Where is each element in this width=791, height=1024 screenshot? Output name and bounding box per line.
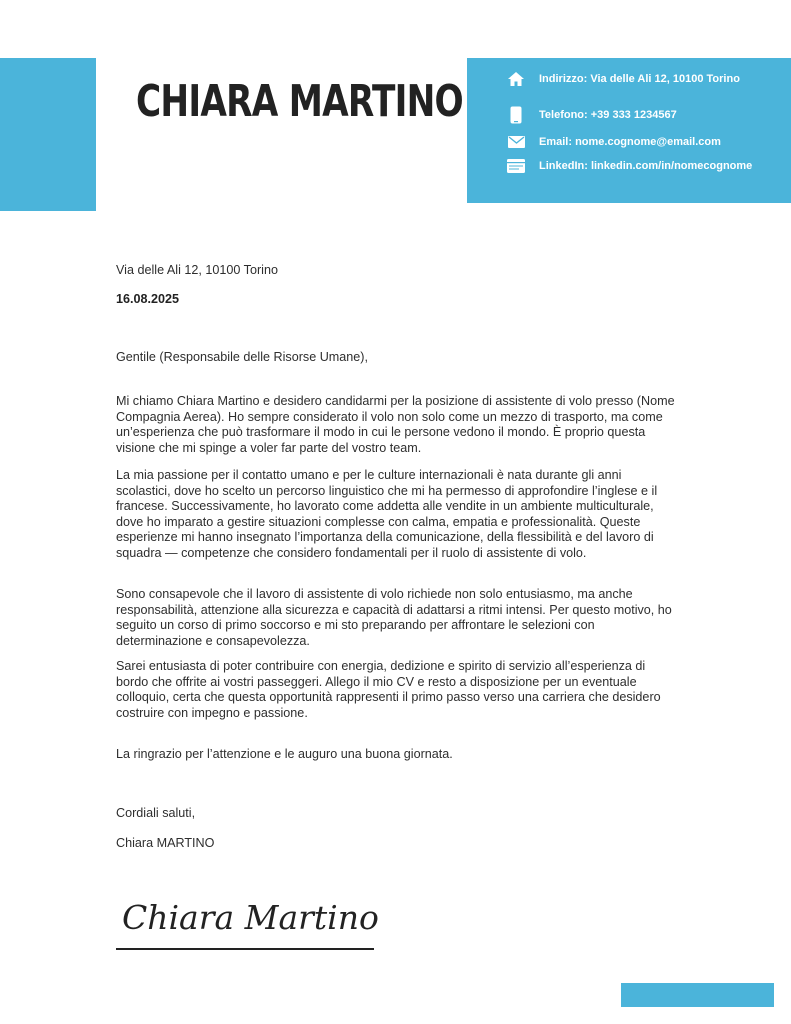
letter-closing: Cordiali saluti, — [116, 806, 196, 820]
home-icon — [507, 70, 525, 88]
letter-greeting: Gentile (Responsabile delle Risorse Umane), — [116, 350, 368, 364]
contact-linkedin-text[interactable]: LinkedIn: linkedin.com/in/nomecognome — [539, 160, 753, 172]
applicant-name: CHIARA MARTINO — [136, 76, 463, 127]
accent-block-bottom — [621, 983, 774, 1007]
letter-date: 16.08.2025 — [116, 292, 180, 306]
contact-phone-text: Telefono: +39 333 1234567 — [539, 109, 677, 121]
handwritten-signature: Chiara Martino — [122, 898, 379, 937]
recipient-address: Via delle Ali 12, 10100 Torino — [116, 263, 278, 277]
linkedin-icon — [507, 157, 525, 175]
letter-paragraph: Sarei entusiasta di poter contribuire con energia, dedizione e spirito di servizio all’esperienza di bordo che offrite ai vostri passeggeri. Allego il mio CV e resto a disposizione per un eventuale colloquio, certa che questa opportunità rappresenti il primo passo verso una carriera che desidero costruire con impegno e passione. — [116, 659, 661, 720]
signature-line — [116, 948, 374, 950]
signoff-name: Chiara MARTINO — [116, 836, 215, 850]
contact-email-text[interactable]: Email: nome.cognome@email.com — [539, 136, 721, 148]
contact-address-text: Indirizzo: Via delle Ali 12, 10100 Torino — [539, 73, 740, 85]
email-icon — [507, 133, 525, 151]
letter-paragraph: La mia passione per il contatto umano e per le culture internazionali è nata durante gli anni scolastici, dove ho scelto un percorso linguistico che mi ha permesso di approfondire l’inglese e il francese. Successivamente, ho lavorato come addetta alle vendite in un ambiente multiculturale, dove ho imparato a gestire situazioni complesse con calma, empatia e professionalità. Queste esperienze mi hanno insegnato l’importanza della comunicazione, della flessibilità e del lavoro di squadra — competenze che considero fondamentali per il ruolo di assistente di volo. — [116, 468, 658, 560]
phone-icon — [507, 106, 525, 124]
letter-thanks: La ringrazio per l’attenzione e le auguro una buona giornata. — [116, 747, 453, 761]
letter-paragraph: Mi chiamo Chiara Martino e desidero candidarmi per la posizione di assistente di volo presso (Nome Compagnia Aerea). Ho sempre considerato il volo non solo come un mezzo di trasporto, ma come un’esperienza che può trasformare il modo in cui le persone vedono il mondo. È proprio questa visione che mi spinge a voler far parte del vostro team. — [116, 394, 675, 455]
letter-paragraph: Sono consapevole che il lavoro di assistente di volo richiede non solo entusiasmo, ma anche responsabilità, attenzione alla sicurezza e capacità di adattarsi a ritmi intensi. Per questo motivo, ho seguito un corso di primo soccorso e mi sto preparando per affrontare le selezioni con determinazione e consapevolezza. — [116, 587, 672, 648]
accent-block-left — [0, 58, 96, 211]
contact-box — [467, 58, 791, 203]
